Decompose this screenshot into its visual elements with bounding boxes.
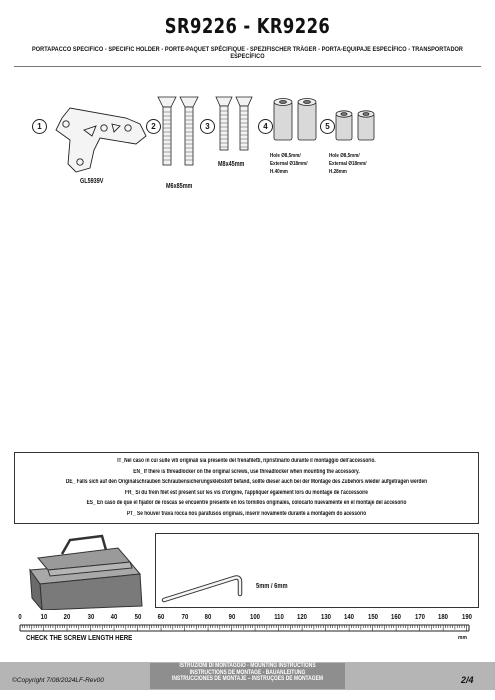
spec-hole: Hole Ø8,5mm/ <box>270 153 301 159</box>
ruler-tick-label: 110 <box>273 614 284 621</box>
ruler-tick-label: 70 <box>181 614 188 621</box>
warning-pt: PT_ Se houver trava rocca nos parafusos originais, inserir novamente durante a montagem do acessório <box>126 510 367 517</box>
tall-spacers-drawing <box>274 99 316 141</box>
spec-height: H.28mm <box>329 169 347 175</box>
page-subtitle: PORTAPACCO SPECIFICO - SPECIFIC HOLDER - PORTE-PAQUET SPÉCIFIQUE - SPEZIFISCHER TRÄGER - PORTA-EQUIPAJE ESPECÍFICO - TRANSPORTADOR ESPECÍFICO <box>32 46 463 60</box>
ruler-tick-label: 140 <box>344 614 355 621</box>
part-number-3: 3 <box>200 119 215 134</box>
toolbox-icon <box>22 528 162 610</box>
ruler-tick-label: 180 <box>438 614 449 621</box>
part-number-5: 5 <box>320 119 335 134</box>
warning-en: EN_ If there is threadlocker on the original screws, use threadlocker when mounting the accessory. <box>133 468 360 475</box>
part-spec-5 <box>329 152 366 176</box>
ruler-tick-label: 150 <box>367 614 378 621</box>
ruler-tick-label: 160 <box>391 614 402 621</box>
short-bolts-drawing <box>216 97 252 150</box>
part-label-1: GL5939V <box>80 178 104 185</box>
spec-external: External Ø18mm/ <box>270 161 308 167</box>
warning-it: IT_Nel caso in cui sulle viti originali sia presente del frenafiletti, ripristinarlo durante il montaggio dell'accessorio. <box>117 458 376 464</box>
ruler-tick-label: 120 <box>297 614 308 621</box>
ruler-caption: CHECK THE SCREW LENGTH HERE <box>26 633 133 642</box>
ruler-tick-label: 170 <box>414 614 425 621</box>
header-divider <box>14 66 481 67</box>
part-number-4: 4 <box>258 119 273 134</box>
part-label-3: M8x45mm <box>218 161 245 168</box>
warning-es: ES_ En caso de que el fijador de roscas se encuentre presente en los tornillos originales, colocarlo nuevamente en el montaje del accesorio <box>86 500 407 506</box>
ruler-tick-label: 0 <box>18 614 22 621</box>
spec-hole: Hole Ø8,5mm/ <box>329 153 360 159</box>
long-bolts-drawing <box>158 97 198 165</box>
ruler-tick-label: 60 <box>157 614 165 621</box>
ruler-tick-label: 30 <box>87 614 94 621</box>
warning-fr: FR_ Si du frein filet est présent sur les vis d'origine, l'appliquer également lors du montage de l'accessoire <box>125 489 368 496</box>
ruler-unit: mm <box>458 635 467 641</box>
page-title: SR9226 - KR9226 <box>164 14 331 38</box>
bracket-plate-drawing <box>56 108 146 172</box>
short-spacers-drawing <box>336 111 374 140</box>
footer-instructions-title <box>150 663 345 689</box>
ruler-tick-label: 50 <box>134 614 141 621</box>
spec-external: External Ø18mm/ <box>329 161 367 167</box>
footer-copyright: ©Copyright 7/08/2024LF-Rev00 <box>12 677 104 684</box>
ruler-tick-label: 100 <box>250 614 261 621</box>
ruler-tick-label: 20 <box>63 614 71 621</box>
warning-de: DE_ Falls sich auf den Originalschrauben Schraubensicherungsklebstoff befand, sollte dieser auch bei der Montage des Zubehörs wieder aufgetragen werden <box>65 479 428 485</box>
ruler-tick-label: 130 <box>320 614 331 621</box>
page-number: 2/4 <box>461 675 474 685</box>
allen-key-icon <box>160 570 250 604</box>
threadlocker-warning-box <box>14 452 479 524</box>
ruler-tick-label: 10 <box>40 614 47 621</box>
spec-height: H.40mm <box>270 169 288 175</box>
ruler-tick-label: 190 <box>461 614 472 621</box>
part-number-1: 1 <box>32 119 47 134</box>
footer-line-2: INSTRUCTIONS DE MONTAGE - BAUANLEITUNG <box>189 668 306 676</box>
ruler-tick-label: 80 <box>204 614 212 621</box>
parts-illustration <box>0 80 495 200</box>
ruler-tick-label: 90 <box>228 614 235 621</box>
part-number-2: 2 <box>146 119 161 134</box>
allen-key-size-label: 5mm / 6mm <box>256 583 288 590</box>
footer-line-3: INSTRUCCIONES DE MONTAJE – INSTRUÇÕES DE MONTAGEM <box>171 675 324 682</box>
ruler-tick-label: 40 <box>110 614 118 621</box>
part-label-2: M6x85mm <box>166 183 193 190</box>
part-spec-4 <box>270 152 307 176</box>
footer-line-1: ISTRUZIONI DI MONTAGGIO - MOUNTING INSTRUCTIONS <box>179 662 316 669</box>
